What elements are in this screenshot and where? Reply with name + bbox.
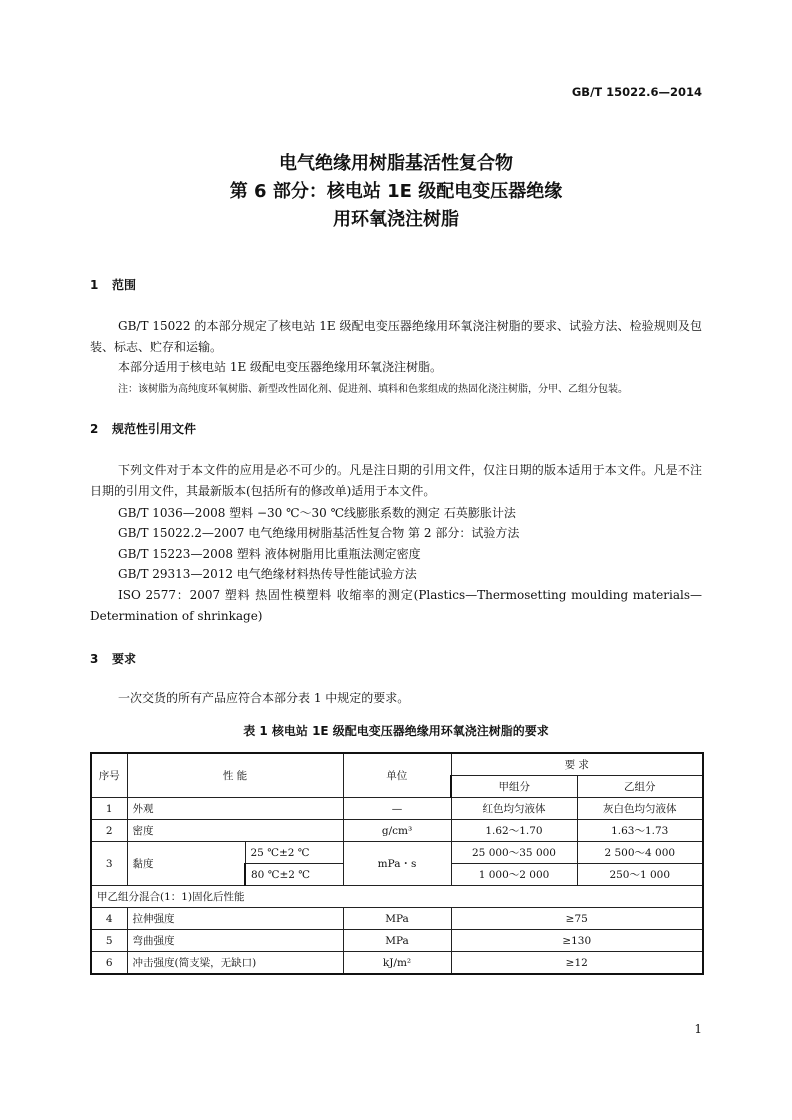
cell-no: 4 (91, 908, 127, 930)
cell-value: ≥12 (451, 952, 703, 975)
section-number: 1 (90, 278, 99, 292)
scope-paragraph-2: 本部分适用于核电站 1E 级配电变压器绝缘用环氧浇注树脂。 (118, 360, 443, 374)
table-row (91, 908, 703, 930)
table-row (91, 952, 703, 975)
document-title (0, 150, 792, 234)
table-row (91, 820, 703, 842)
section-2-heading (90, 420, 196, 437)
cell-part-b: 2 500～4 000 (577, 842, 703, 864)
reference-item: GB/T 15223—2008 塑料 液体树脂用比重瓶法测定密度 (118, 547, 421, 561)
reference-item: GB/T 29313—2012 电气绝缘材料热传导性能试验方法 (118, 567, 417, 581)
cell-value: ≥75 (451, 908, 703, 930)
cell-unit: kJ/m² (343, 952, 451, 975)
requirements-table (90, 752, 704, 975)
section-title: 规范性引用文件 (112, 422, 197, 436)
cell-property: 弯曲强度 (127, 930, 343, 952)
page-number: 1 (694, 1022, 702, 1036)
table-group-row (91, 886, 703, 908)
requirements-paragraph: 一次交货的所有产品应符合本部分表 1 中规定的要求。 (118, 691, 410, 705)
header-part-b: 乙组分 (577, 776, 703, 798)
cell-part-a: 1 000～2 000 (451, 864, 577, 886)
header-no: 序号 (91, 753, 127, 798)
cell-part-b: 1.63～1.73 (577, 820, 703, 842)
section-title: 范围 (112, 278, 137, 292)
reference-item-iso: ISO 2577：2007 塑料 热固性模塑料 收缩率的测定(Plastics—Thermosetting moulding materials—Determination of shrinkage) (90, 588, 702, 623)
section-number: 2 (90, 422, 99, 436)
scope-paragraph-1: GB/T 15022 的本部分规定了核电站 1E 级配电变压器绝缘用环氧浇注树脂的要求、试验方法、检验规则及包装、标志、贮存和运输。 (90, 319, 702, 354)
reference-item: GB/T 15022.2—2007 电气绝缘用树脂基活性复合物 第 2 部分：试验方法 (118, 526, 520, 540)
cell-value: ≥130 (451, 930, 703, 952)
cell-no: 2 (91, 820, 127, 842)
cell-unit: MPa (343, 930, 451, 952)
header-part-a: 甲组分 (451, 776, 577, 798)
section-title: 要求 (112, 652, 137, 666)
cell-condition: 80 ℃±2 ℃ (245, 864, 343, 886)
title-line-1: 电气绝缘用树脂基活性复合物 (279, 153, 513, 174)
cell-no: 3 (91, 842, 127, 886)
table-header-row (91, 753, 703, 776)
title-line-2: 第 6 部分：核电站 1E 级配电变压器绝缘 (229, 181, 563, 202)
header-unit: 单位 (343, 753, 451, 798)
standard-code: GB/T 15022.6—2014 (571, 85, 702, 99)
title-line-3: 用环氧浇注树脂 (333, 209, 459, 230)
table-row (91, 842, 703, 864)
table-row (91, 930, 703, 952)
cell-property: 外观 (127, 798, 343, 820)
table-row (91, 798, 703, 820)
section-3-heading (90, 650, 136, 667)
cell-condition: 25 ℃±2 ℃ (245, 842, 343, 864)
scope-note: 注：该树脂为高纯度环氧树脂、新型改性固化剂、促进剂、填料和色浆组成的热固化浇注树脂，分甲、乙组分包装。 (118, 384, 628, 395)
cell-unit: MPa (343, 908, 451, 930)
cell-no: 5 (91, 930, 127, 952)
group-label: 甲乙组分混合(1：1)固化后性能 (91, 886, 703, 908)
table-caption: 表 1 核电站 1E 级配电变压器绝缘用环氧浇注树脂的要求 (243, 724, 549, 738)
cell-part-b: 250～1 000 (577, 864, 703, 886)
section-number: 3 (90, 652, 99, 666)
reference-item: GB/T 1036—2008 塑料 −30 ℃～30 ℃线膨胀系数的测定 石英膨胀计法 (118, 506, 516, 520)
cell-unit: — (343, 798, 451, 820)
cell-no: 1 (91, 798, 127, 820)
cell-property: 拉伸强度 (127, 908, 343, 930)
cell-part-b: 灰白色均匀液体 (577, 798, 703, 820)
cell-property: 冲击强度(简支梁，无缺口) (127, 952, 343, 975)
cell-unit: g/cm³ (343, 820, 451, 842)
cell-part-a: 25 000～35 000 (451, 842, 577, 864)
cell-part-a: 1.62～1.70 (451, 820, 577, 842)
cell-no: 6 (91, 952, 127, 975)
cell-property: 密度 (127, 820, 343, 842)
section-1-heading (90, 276, 136, 293)
cell-unit: mPa・s (343, 842, 451, 886)
cell-property: 黏度 (127, 842, 245, 886)
header-requirement: 要 求 (451, 753, 703, 776)
references-intro: 下列文件对于本文件的应用是必不可少的。凡是注日期的引用文件，仅注日期的版本适用于本文件。凡是不注日期的引用文件，其最新版本(包括所有的修改单)适用于本文件。 (90, 463, 702, 498)
cell-part-a: 红色均匀液体 (451, 798, 577, 820)
header-property: 性 能 (127, 753, 343, 798)
